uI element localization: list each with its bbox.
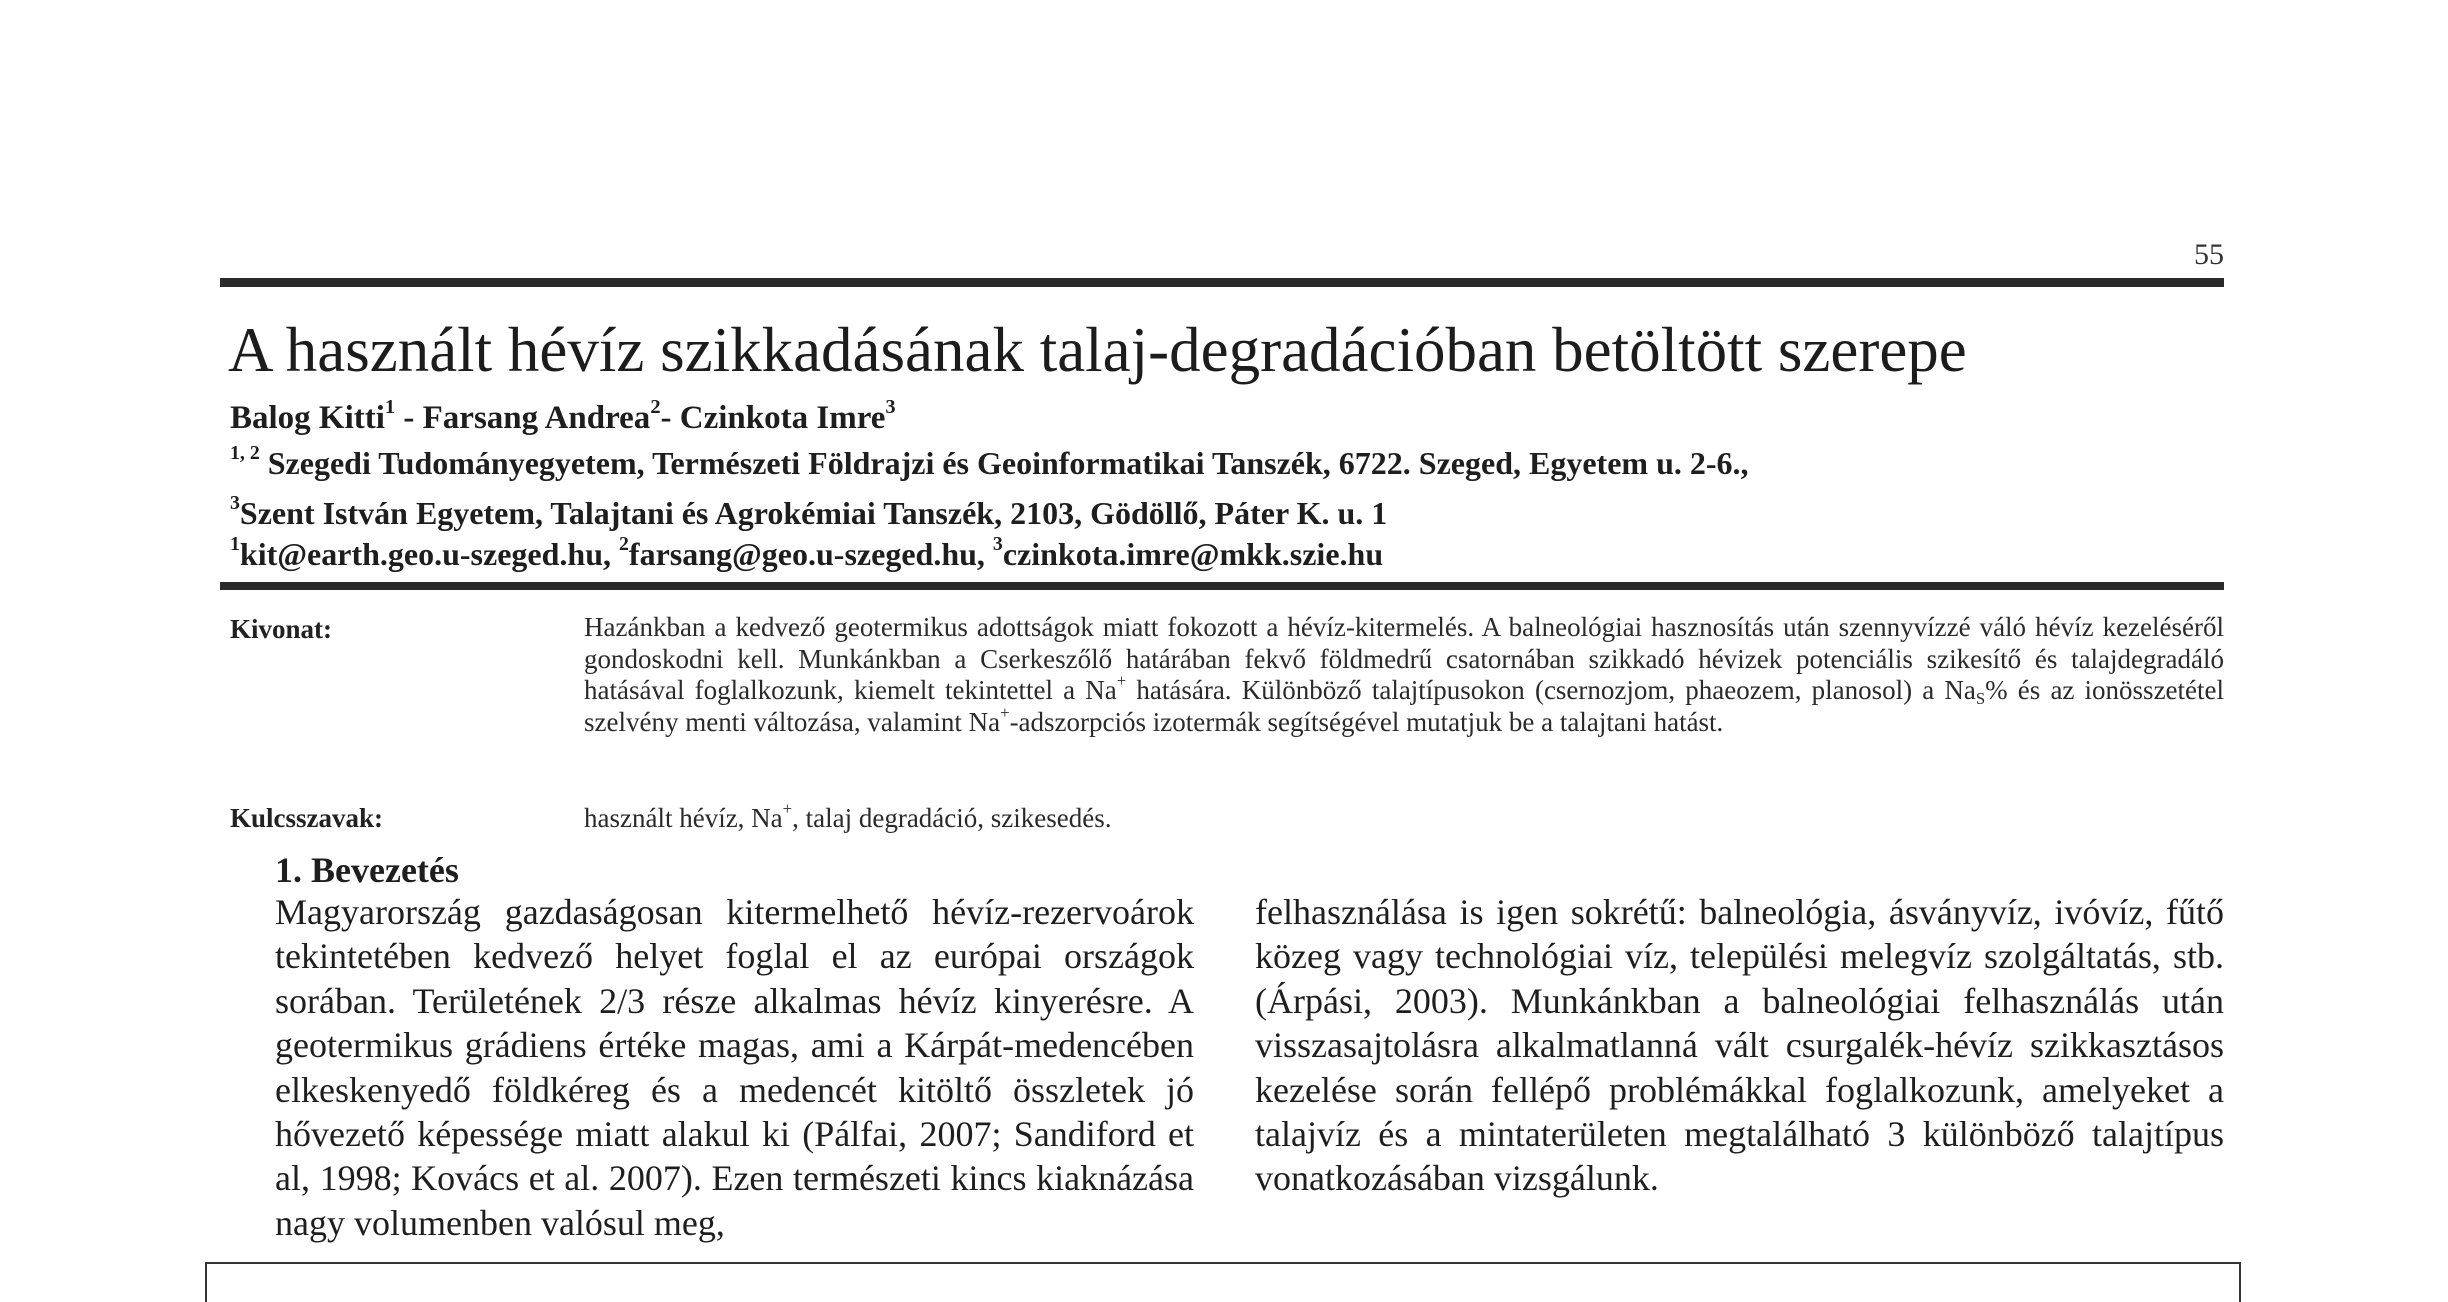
top-rule: [220, 278, 2224, 287]
affiliation-mark: 1, 2: [230, 442, 260, 465]
keywords-text: [584, 799, 1112, 835]
body-column-right: felhasználása is igen sokrétű: balneológia, ásványvíz, ivóvíz, fűtő közeg vagy technológiai víz, települési melegvíz szolgáltatás, stb. (Árpási, 2003). Munkánkban a balneológiai felhasználás után visszasajtolásra alkalmatlanná vált csurgalék-hévíz szikkasztásos kezelése során fellépő problémákkal foglalkozunk, amelyeket a talajvíz és a mintaterületen megtalálható 3 különböző talajtípus vonatkozásában vizsgálunk.: [1255, 892, 2224, 1199]
keywords-text-part: használt hévíz, Na: [584, 803, 783, 833]
affiliation-line-2: [230, 492, 1388, 532]
email-mark: 3: [992, 533, 1003, 556]
sodium-saturation-subscript: S: [1975, 689, 1986, 709]
email-address[interactable]: kit@earth.geo.u-szeged.hu,: [239, 536, 619, 572]
keywords-text-part: , talaj degradáció, szikesedés.: [792, 803, 1112, 833]
author-affiliation-mark: 1: [384, 395, 396, 418]
section-heading-introduction: 1. Bevezetés: [275, 850, 459, 890]
keywords-label: Kulcsszavak:: [230, 803, 384, 833]
sodium-ion-superscript: +: [1116, 671, 1127, 691]
affiliation-text: Szent István Egyetem, Talajtani és Agrokémiai Tanszék, 2103, Gödöllő, Páter K. u. 1: [239, 495, 1388, 531]
figure-box-outline: [205, 1262, 2241, 1302]
author-separator: -: [395, 400, 423, 436]
abstract-text-part: -adszorpciós izotermák segítségével mutatjuk be a talajtani hatást.: [1009, 706, 1724, 737]
abstract-text-part: hatására. Különböző talajtípusokon (csernozjom, phaeozem, planosol) a Na: [1126, 675, 1976, 705]
author-affiliation-mark: 3: [885, 395, 896, 418]
email-mark: 2: [619, 533, 629, 556]
abstract-text-part: % és az ionösszetétel szelvény menti változása, valamint Na: [584, 675, 2225, 737]
affiliation-mark: 3: [230, 492, 240, 515]
page-number: 55: [2194, 238, 2224, 271]
email-address[interactable]: czinkota.imre@mkk.szie.hu: [1002, 536, 1384, 572]
affiliation-line-1: [230, 442, 1749, 482]
email-mark: 1: [230, 533, 240, 556]
author-separator: -: [660, 400, 680, 436]
header-bottom-rule: [220, 582, 2224, 590]
author-affiliation-mark: 2: [650, 395, 661, 418]
email-line: [230, 533, 1384, 573]
sodium-ion-superscript: +: [782, 799, 793, 819]
affiliation-text: Szegedi Tudományegyetem, Természeti Földrajzi és Geoinformatikai Tanszék, 6722. Szeged, Egyetem u. 2-6.,: [259, 445, 1749, 481]
body-column-left: Magyarország gazdaságosan kitermelhető hévíz-rezervoárok tekintetében kedvező helyet foglal el az európai országok sorában. Területének 2/3 része alkalmas hévíz kinyerésre. A geotermikus grádiens értéke magas, ami a Kárpát-medencében elkeskenyedő földkéreg és a medencét kitöltő összletek jó hővezető képessége miatt alakul ki (Pálfai, 2007; Sandiford et al, 1998; Kovács et al. 2007). Ezen természeti kincs kiaknázása nagy volumenben valósul meg,: [275, 892, 1194, 1243]
sodium-ion-superscript: +: [1000, 702, 1010, 722]
author-line: [230, 395, 896, 437]
abstract-label: Kivonat:: [230, 614, 333, 644]
abstract-text-part: Hazánkban a kedvező geotermikus adottságok miatt fokozott a hévíz-kitermelés. A balneológiai hasznosítás után szennyvízzé váló hévíz kezeléséről gondoskodni kell. Munkánkban a Cserkeszőlő határában fekvő földmedrű csatornában szikkadó hévizek potenciális szikesítő és talajdegradáló hatásával foglalkozunk, kiemelt tekintettel a Na: [584, 612, 2224, 705]
author-name: Balog Kitti: [230, 400, 385, 436]
author-name: Czinkota Imre: [679, 400, 886, 436]
paper-title: A használt hévíz szikkadásának talaj-degradációban betöltött szerepe: [228, 315, 1967, 385]
abstract-text: [584, 612, 2224, 738]
author-name: Farsang Andrea: [422, 400, 651, 436]
email-address[interactable]: farsang@geo.u-szeged.hu,: [628, 536, 993, 572]
